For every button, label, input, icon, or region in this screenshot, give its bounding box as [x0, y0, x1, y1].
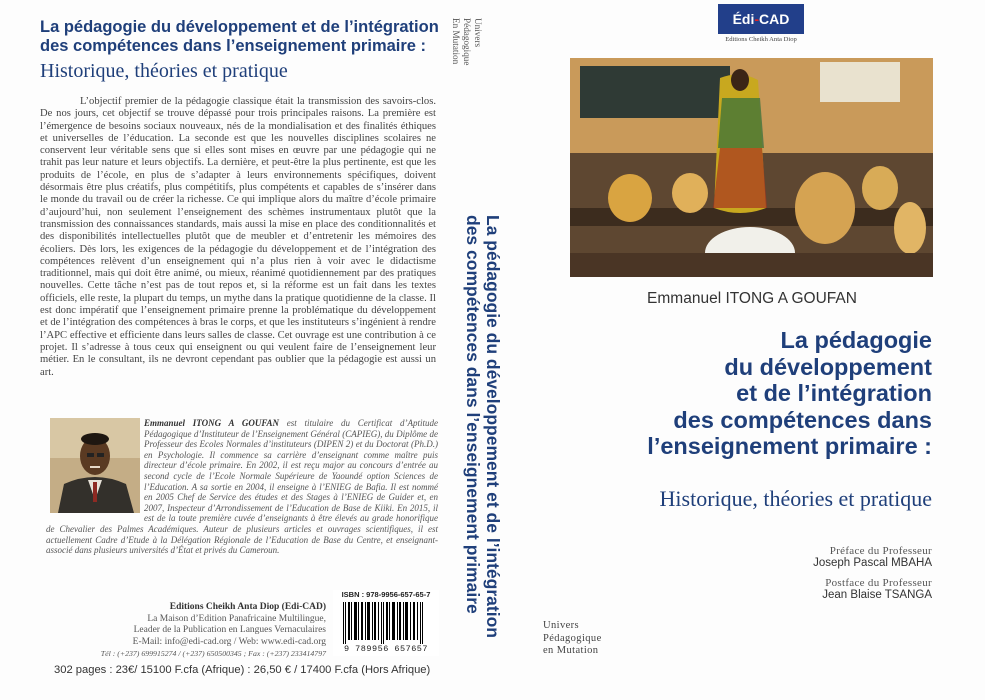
- front-title-line-2: du développement: [724, 353, 932, 380]
- author-bio-name: Emmanuel ITONG A GOUFAN: [144, 418, 279, 428]
- spine-title: [455, 215, 503, 645]
- spine-collection: [447, 18, 489, 88]
- front-collection-line-2: Pédagogique: [543, 632, 602, 644]
- front-collection-line-1: Univers: [543, 620, 580, 631]
- publisher-contact: E-Mail: info@edi-cad.org / Web: www.edi-cad.org: [132, 636, 326, 647]
- barcode-icon: [337, 602, 435, 644]
- isbn-barcode-box: [333, 590, 439, 656]
- front-collection: [543, 620, 602, 658]
- logo-subtitle: Editions Cheikh Anta Diop: [725, 36, 797, 43]
- preface-name: Joseph Pascal MBAHA: [813, 557, 932, 569]
- postface-role: Postface du Professeur: [825, 577, 932, 589]
- front-title-line-1: La pédagogie: [780, 327, 932, 353]
- price-line: 302 pages : 23€/ 15100 F.cfa (Afrique) : 26,50 € / 17400 F.cfa (Hors Afrique): [54, 664, 431, 676]
- publisher-line-1: La Maison d’Edition Panafricaine Multilingue,: [147, 613, 326, 624]
- preface-credits: [700, 545, 932, 609]
- preface-role: Préface du Professeur: [829, 545, 932, 557]
- author-bio-text: est titulaire du Certificat d’Aptitude Pédagogique d’Instituteur de l’Enseignement Général (CAPIEG), du Diplôme de Professeur des Ecoles Normales d’instituteurs (DIPEN 2) et du Doctorat (Ph.D.) en Psychologie. Il commence sa carrière d’enseignant comme maître puis directeur d’école primaire. En 2002, il est reçu major au concours d’entrée au second cycle de l’Ecole Normale Supérieure de Yaoundé option Sciences de l’Education. A sa sortie en 2004, il enseigne à l’ENIEG de Bafia. Il est nommé en 2005 Chef de Service des études et des Stages à l’ENIEG de Guider et, en 2007, Inspecteur d’Arrondissement de l’Education de Base de Kiiki. En 2015, il est de la toute première cuvée d’enseignants à être élevés au grade honorifique de Chevalier des Palmes Académiques. Auteur de plusieurs articles et ouvrages scientifiques, il est actuellement Cadre d’Etude à la Délégation Régionale de l’Education de Base du Centre, et enseignant-associé dans plusieurs universités d’État et privés du Cameroun.: [46, 418, 438, 556]
- logo-mark: Édi-CAD: [718, 4, 804, 34]
- front-title-line-4: des compétences dans: [673, 406, 932, 433]
- author-photo: [50, 418, 140, 513]
- front-subtitle: Historique, théories et pratique: [659, 486, 932, 511]
- front-author-name: Emmanuel ITONG A GOUFAN: [647, 290, 857, 307]
- front-title-line-5: l’enseignement primaire :: [647, 433, 932, 459]
- classroom-photo: [570, 58, 933, 277]
- back-cover-subtitle: Historique, théories et pratique: [40, 60, 288, 82]
- isbn-digits: 9 789956 657657: [343, 644, 428, 654]
- front-collection-line-3: en Mutation: [543, 645, 599, 656]
- spine-title-line-1: La pédagogie du développement et de l’intégration: [483, 215, 503, 638]
- back-cover-blurb: L’objectif premier de la pédagogie classique était la transmission des savoirs-clos. De nos jours, cet objectif se trouve dépassé pour trois principales raisons. La première est l’émergence de besoins sociaux nouveaux, nés de la mondialisation et des finalités éthiques et universelles de l’éducation. La seconde est que les nouvelles disciplines scolaires ne conservent leur véritable sens que si elles sont mises en œuvre par une pédagogie qui ne trahit pas leur nature et leurs objectifs. La dernière, et peut-être la plus pertinente, est que les produits de l’école, en plus de s’adapter à leurs environnements spécifiques, doivent désormais être plus créatifs, plus compétitifs, plus compétents et capables de s’insérer dans le monde du travail ou de créer la richesse. Ce qui implique alors du maître d’école primaire d’aujourd’hui, non seulement l’enseignement des schèmes instrumentaux plutôt que la transmission des connaissances standards, mais aussi la mise en place des conditionnalités et des disponibilités intellectuelles plutôt que de meubler et d’entretenir les mémoires des écoliers. Dès lors, les exigences de la pédagogie du développement et de l’intégration des compétences relèvent d’un enseignement qui n’a plus rien à voir avec le didactisme traditionnel, mais qui doit être animé, ou mieux, réanimé quotidiennement par des pratiques nouvelles. Cette tâche n’est pas de tout repos et, si la réforme est un fait dans les textes officiels, elle reste, la plupart du temps, un mythe dans la pratique quotidienne de la classe. Il est donc impératif que l’enseignement primaire prenne la problématique du développement et de l’intégration des compétences à bras le corps, et que les instituteurs s’ingénient à rendre l’APC effective et efficiente dans leurs salles de classe. Cet ouvrage est une contribution à ce projet. Il s’adresse à tous ceux qui enseignent ou qui veulent faire de l’enseignement leur métier. En le consultant, ils ne devront cependant pas oublier que la pédagogie est aussi un art.: [40, 96, 436, 378]
- spine-collection-line-3: En Mutation: [451, 18, 461, 65]
- spine-collection-line-2: Pédagogique: [462, 18, 472, 66]
- publisher-name: Editions Cheikh Anta Diop (Edi-CAD): [169, 602, 326, 612]
- back-cover-title: La pédagogie du développement et de l’intégration des compétences dans l’enseignement primaire :: [40, 18, 439, 55]
- publisher-phone: Tél : (+237) 699915274 / (+237) 650500345 ; Fax : (+237) 233414797: [100, 649, 326, 658]
- publisher-line-2: Leader de la Publication en Langues Vernaculaires: [133, 625, 326, 635]
- publisher-block: [100, 602, 326, 660]
- front-title-line-3: et de l’intégration: [736, 380, 932, 406]
- publisher-logo: [718, 4, 804, 43]
- postface-name: Jean Blaise TSANGA: [822, 589, 932, 601]
- isbn-label: ISBN : 978-9956-657-65-7: [341, 590, 431, 599]
- spine-title-line-2: des compétences dans l’enseignement primaire: [463, 215, 483, 614]
- spine-collection-line-1: Univers: [473, 18, 483, 48]
- front-title: [540, 327, 932, 460]
